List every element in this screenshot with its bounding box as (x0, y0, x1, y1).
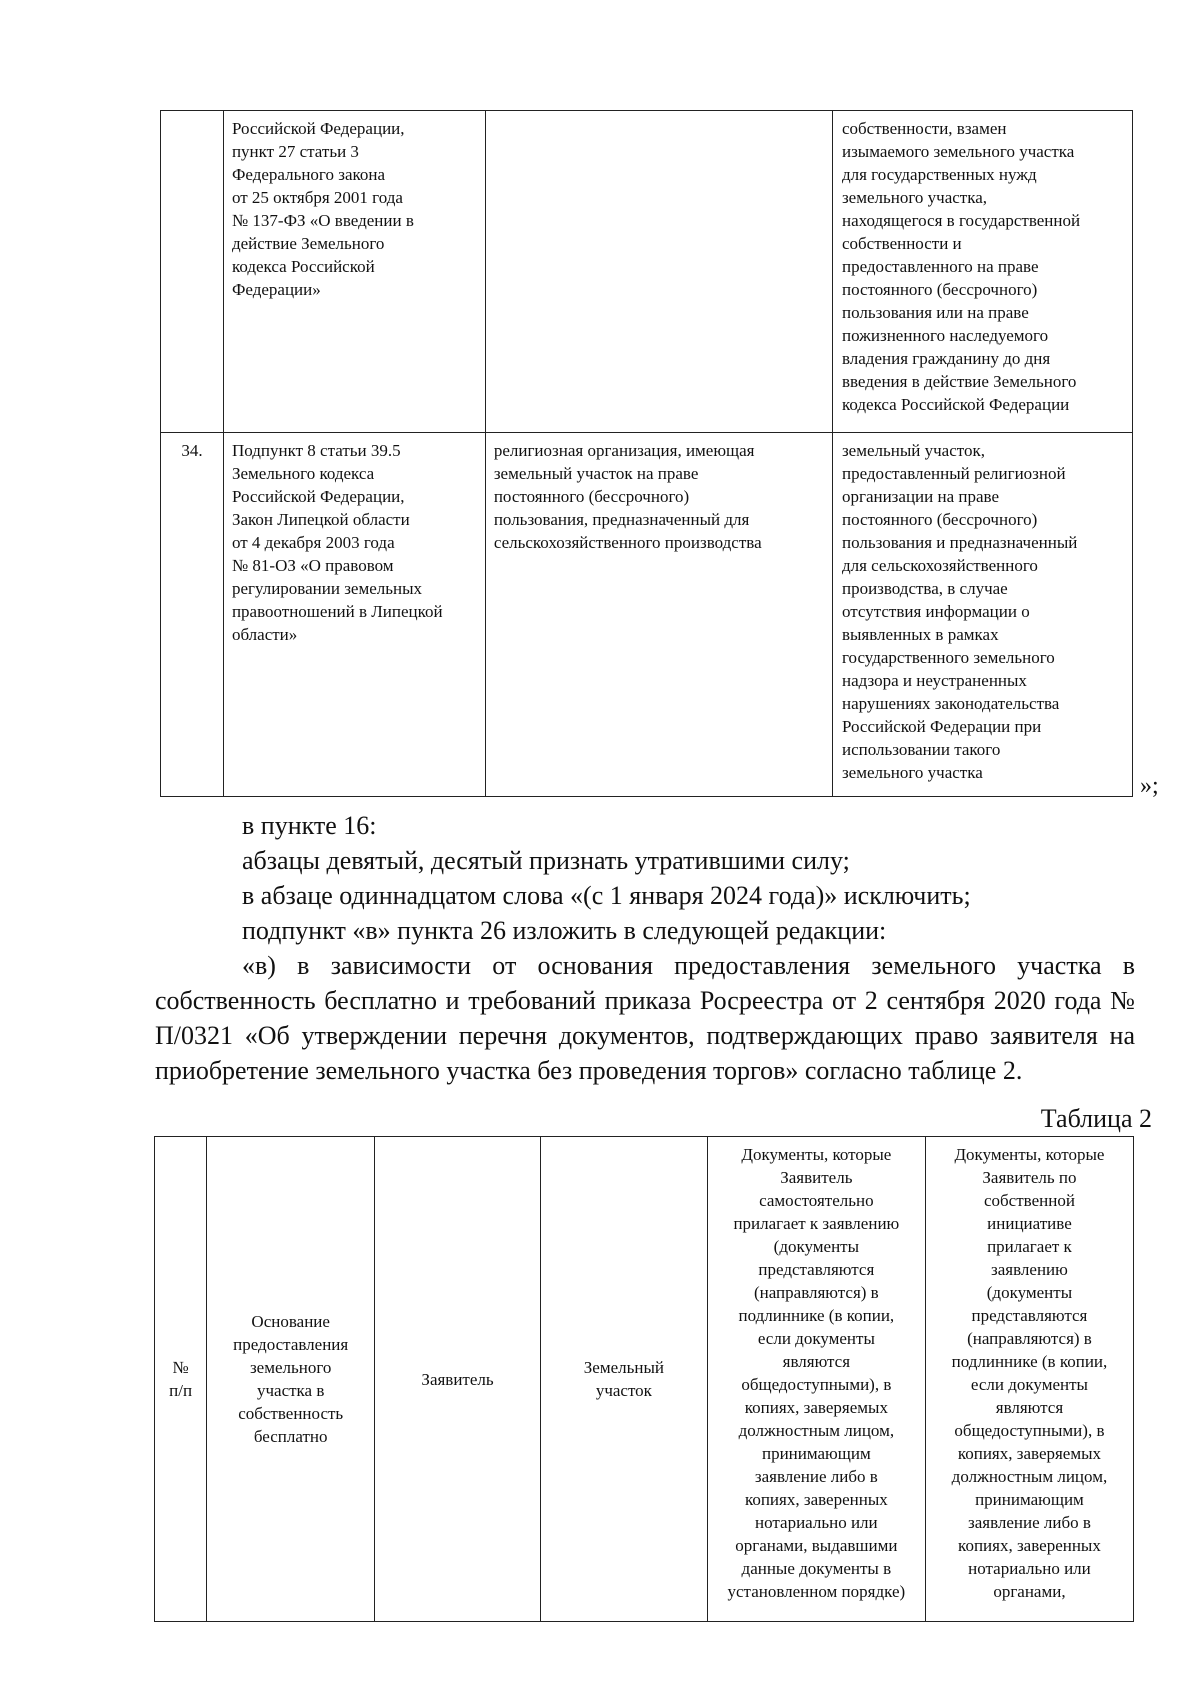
paragraph: абзацы девятый, десятый признать утратившими силу; (242, 846, 850, 875)
basis-cell: Российской Федерации, пункт 27 статьи 3 Федерального закона от 25 октября 2001 года № 137-ФЗ «О введении в действие Земельного кодекса Российской Федерации» (223, 111, 485, 433)
closing-quote: »; (1140, 773, 1159, 799)
table-header-row (155, 1137, 1134, 1622)
table-row (161, 111, 1133, 433)
header-basis: Основание предоставления земельного участка в собственность бесплатно (207, 1137, 375, 1622)
paragraph: в абзаце одиннадцатом слова «(с 1 января 2024 года)» исключить; (242, 881, 971, 910)
header-docs-required: Документы, которые Заявитель самостоятельно прилагает к заявлению (документы представляются (направляются) в подлиннике (в копии, если документы являются общедоступными), в копиях, заверяемых должностным лицом, принимающим заявление либо в копиях, заверенных нотариально или органами, выдавшими данные документы в установленном порядке) (707, 1137, 925, 1622)
paragraph: подпункт «в» пункта 26 изложить в следующей редакции: (242, 916, 887, 945)
applicant-cell (485, 111, 832, 433)
header-docs-optional: Документы, которые Заявитель по собственной инициативе прилагает к заявлению (документы представляются (направляются) в подлиннике (в копии, если документы являются общедоступными), в копиях, заверяемых должностным лицом, принимающим заявление либо в копиях, заверенных нотариально или органами, (925, 1137, 1133, 1622)
table-row (161, 433, 1133, 797)
table-label: Таблица 2 (1040, 1104, 1152, 1133)
table-2 (154, 1136, 1134, 1622)
header-applicant: Заявитель (375, 1137, 541, 1622)
paragraph: в пункте 16: (242, 811, 377, 840)
header-parcel: Земельный участок (540, 1137, 707, 1622)
row-number-cell (161, 111, 224, 433)
parcel-cell: земельный участок, предоставленный религиозной организации на праве постоянного (бессрочного) пользования и предназначенный для сельскохозяйственного производства, в случае отсутствия информации о выявленных в рамках государственного земельного надзора и неустраненных нарушениях законодательства Российской Федерации при использовании такого земельного участка (832, 433, 1132, 797)
parcel-cell: собственности, взамен изымаемого земельного участка для государственных нужд земельного участка, находящегося в государственной собственности и предоставленного на праве постоянного (бессрочного) пользования или на праве пожизненного наследуемого владения гражданину до дня введения в действие Земельного кодекса Российской Федерации (832, 111, 1132, 433)
basis-cell: Подпункт 8 статьи 39.5 Земельного кодекса Российской Федерации, Закон Липецкой области от 4 декабря 2003 года № 81-ОЗ «О правовом регулировании земельных правоотношений в Липецкой области» (223, 433, 485, 797)
header-number: № п/п (155, 1137, 207, 1622)
continuation-table (160, 110, 1133, 797)
applicant-cell: религиозная организация, имеющая земельный участок на праве постоянного (бессрочного) пользования, предназначенный для сельскохозяйственного производства (485, 433, 832, 797)
row-number-cell: 34. (161, 433, 224, 797)
paragraph: «в) в зависимости от основания предоставления земельного участка в собственность бесплатно и требований приказа Росреестра от 2 сентября 2020 года № П/0321 «Об утверждении перечня документов, подтверждающих право заявителя на приобретение земельного участка без проведения торгов» согласно таблице 2. (155, 951, 1135, 1085)
